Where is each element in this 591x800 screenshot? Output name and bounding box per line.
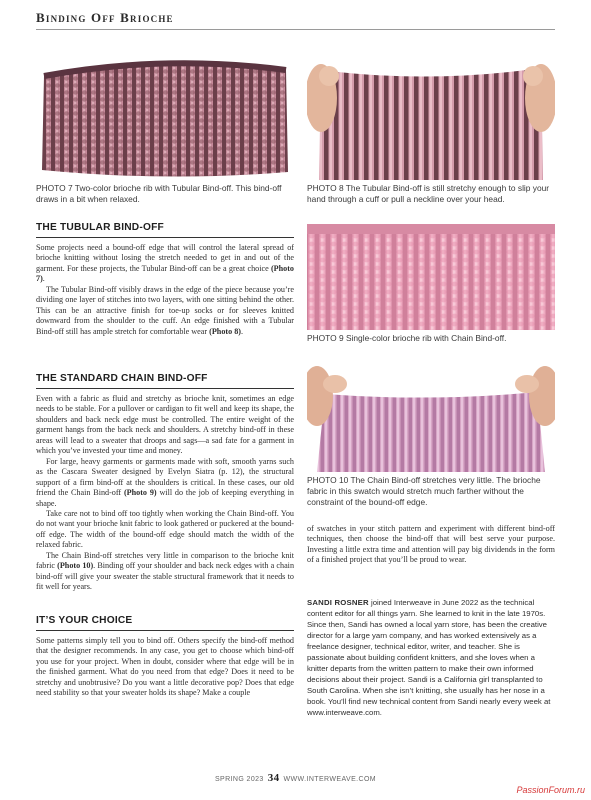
footer-site: WWW.INTERWEAVE.COM (283, 776, 377, 783)
photo-8 (307, 40, 555, 180)
paragraph: of swatches in your stitch pattern and experiment with different bind-off techniques, then choose the bind-off that will best serve your purpose. Investing a little extra time and attention will pay big dividends in the form of a finished project that you’ll be proud to wear. (307, 524, 555, 565)
page-footer (0, 772, 591, 784)
photo-8-label: PHOTO 8 (307, 183, 344, 193)
author-bio (307, 597, 555, 718)
paragraph: Take care not to bind off too tightly when working the Chain Bind-off. You do not want your brioche knit fabric to look gathered or puckered at the bound-off edge. The width of the bound-off edge should match the width of the relaxed fabric. (36, 508, 294, 550)
photo-ref: (Photo 9) (123, 488, 157, 498)
paragraph: Some projects need a bound-off edge that will control the lateral spread of brioche knitting without losing the stretch needed to get in and out of the garment. For these projects, the Tubular Bind-off can be a great choice (Photo 7). (36, 243, 294, 284)
photo-ref: (Photo 10) (57, 561, 94, 571)
paragraph: The Chain Bind-off stretches very little in comparison to the brioche knit fabric (Photo 10). Binding off your shoulder and back neck edges with a chain bind-off will give your sweater the stable structural framework that it needs to fit well for years. (36, 550, 295, 592)
photo-10-caption-text: The Chain Bind-off stretches very little. The brioche fabric in this swatch would stretch much farther without the constraint of the bound-off edge. (307, 475, 541, 507)
author-name: SANDI ROSNER (307, 598, 369, 607)
photo-7-caption-text: Two-color brioche rib with Tubular Bind-off. This bind-off draws in a bit when relaxed. (36, 183, 282, 204)
photo-9-caption (307, 333, 557, 344)
photo-ref: (Photo 8) (209, 326, 241, 336)
photo-10-image (307, 366, 555, 472)
running-header: Binding Off Brioche (36, 10, 174, 25)
paragraph: The Tubular Bind-off visibly draws in the edge of the piece because you’re dividing one layer of stitches into two layers, with one sitting behind the other. This can be an attractive finish for toe-up socks or for sleeves knitted downward from the shoulder to the cuff. An edge finished with a Tubular Bind-off still has ample stretch for comfortable wear (Photo 8). (36, 284, 294, 336)
photo-9-caption-text: Single-color brioche rib with Chain Bind-off. (343, 333, 507, 343)
photo-ref: (Photo 7) (36, 263, 294, 284)
photo-7-image (36, 40, 294, 182)
section-heading-chain: THE STANDARD CHAIN BIND-OFF (36, 373, 208, 384)
paragraph: Some patterns simply tell you to bind off. Others specify the bind-off method that the designer recommends. In any case, you get to choose which bind-off you use for your project. When in doubt, consider where that edge will be in the finished garment. What do you need from that edge? Does it need to be stretchy and unobtrusive? Do you want a little decorative pop? Does that edge need stability so that your sweater holds its shape? Make a couple (36, 636, 294, 698)
page-number: 34 (267, 772, 280, 784)
photo-7-label: PHOTO 7 (36, 183, 73, 193)
photo-7 (36, 40, 294, 182)
section-rule-tubular (36, 237, 294, 238)
photo-10-label: PHOTO 10 (307, 475, 349, 485)
header-divider (36, 29, 555, 30)
photo-8-caption-text: The Tubular Bind-off is still stretchy enough to slip your hand through a cuff or pull a neckline over your head. (307, 183, 550, 204)
author-bio-text: joined Interweave in June 2022 as the technical content editor for all things yarn. She learned to knit in the late 1970s. Since then, Sandi has owned a local yarn store, has been the creative director for a large yarn company, and has worked extensively as a freelance designer, technical editor, writer, and teacher. She is passionate about building confident knitters, and she loves when a knitter departs from the written pattern to make their own informed decisions about their project. Sandi is a California girl transplanted to South Carolina. When she isn’t knitting, she usually has her nose in a book. You’ll find new technical content from Sandi nearly every week at www.interweave.com. (307, 598, 551, 717)
paragraph: Even with a fabric as fluid and stretchy as brioche knit, sometimes an edge needs to be stable. For a pullover or cardigan to fit well and keep its shape, the shoulders and back neck edge must be controlled. The entire weight of the garment hangs from the back neck and shoulders. A stretchy bind-off in these areas will lead to a sweater that droops and sags—a sad fate for a garment in which you’ve invested your time and money. (36, 394, 294, 456)
section-rule-choice (36, 630, 294, 631)
section-heading-choice: IT’S YOUR CHOICE (36, 615, 133, 626)
photo-9-image (307, 224, 555, 330)
photo-10-caption (307, 475, 557, 508)
photo-7-caption (36, 183, 292, 205)
photo-9 (307, 224, 555, 330)
section-body-choice-continued (307, 524, 555, 566)
footer-season: SPRING 2023 (214, 776, 264, 783)
photo-10 (307, 366, 555, 472)
section-rule-chain (36, 388, 294, 389)
photo-8-caption (307, 183, 557, 205)
section-body-choice (36, 636, 294, 699)
section-body-tubular (36, 243, 294, 337)
photo-9-label: PHOTO 9 (307, 333, 344, 343)
section-body-chain (36, 394, 294, 593)
paragraph: For large, heavy garments or garments made with soft, smooth yarns such as the Cascara Sweater designed by Evelyn Siatra (p. 12), the structural support of a firm bind-off at the shoulders is critical. In these cases, our old friend the Chain Bind-off (Photo 9) will do the job of keeping everything in shape. (36, 456, 294, 508)
section-heading-tubular: THE TUBULAR BIND-OFF (36, 222, 164, 233)
watermark: PassionForum.ru (516, 785, 585, 795)
photo-8-image (307, 40, 555, 180)
